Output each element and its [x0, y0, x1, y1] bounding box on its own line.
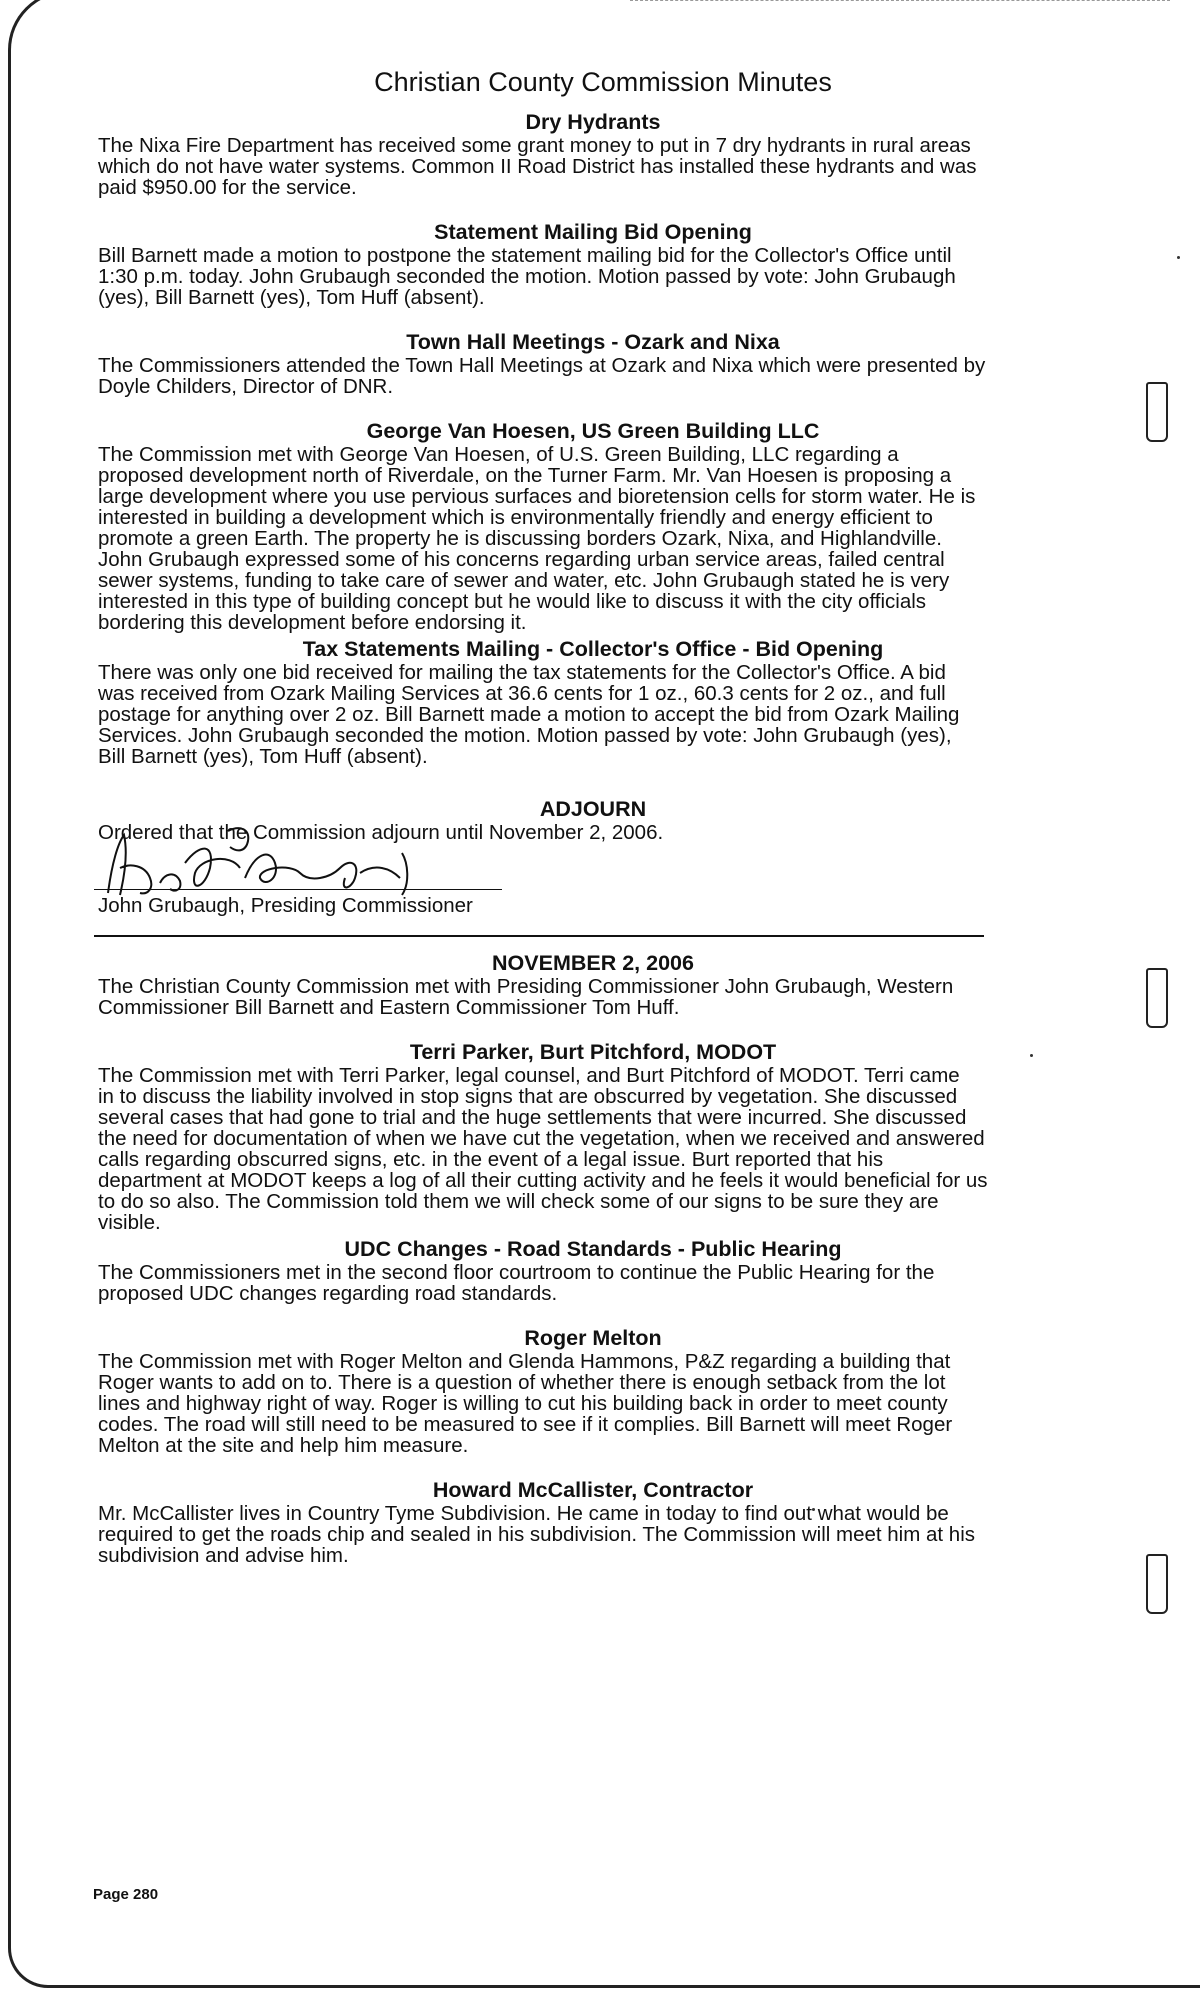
adjourn-heading: ADJOURN	[539, 797, 647, 821]
section-mccallister	[98, 1478, 1088, 1566]
section-november-date	[98, 951, 1088, 1018]
section-heading: Terri Parker, Burt Pitchford, MODOT	[409, 1040, 777, 1064]
section-body: The Commission met with Roger Melton and Glenda Hammons, P&Z regarding a building that Roger wants to add on to. There is a question of whether there is enough setback from the lot lines and highway right of way. Roger is willing to cut his building back in order to meet county codes. The road will still need to be measured to see if it complies. Bill Barnett will meet Roger Melton at the site and help him measure.	[98, 1350, 953, 1457]
section-body: The Nixa Fire Department has received some grant money to put in 7 dry hydrants in rural areas which do not have water systems. Common II Road District has installed these hydrants and was paid $950.00 for the service.	[98, 134, 977, 199]
page-number: Page 280	[93, 1886, 159, 1903]
adjourn-text: Ordered that the Commission adjourn until November 2, 2006.	[98, 821, 664, 844]
section-body: Bill Barnett made a motion to postpone the statement mailing bid for the Collector's Office until 1:30 p.m. today. John Grubaugh seconded the motion. Motion passed by vote: John Grubaugh (yes), Bill Barnett (yes), Tom Huff (absent).	[98, 244, 956, 309]
section-heading: Howard McCallister, Contractor	[432, 1478, 754, 1502]
document-title: Christian County Commission Minutes	[374, 67, 832, 97]
section-roger-melton	[98, 1326, 1088, 1456]
section-body: There was only one bid received for mailing the tax statements for the Collector's Office. A bid was received from Ozark Mailing Services at 36.6 cents for 1 oz., 60.3 cents for 2 oz., and full postage for anything over 2 oz. Bill Barnett made a motion to accept the bid from Ozark Mailing Services. John Grubaugh seconded the motion. Motion passed by vote: John Grubaugh (yes), Bill Barnett (yes), Tom Huff (absent).	[98, 661, 960, 768]
minutes-content	[98, 66, 1088, 1588]
binder-tab-mark	[1146, 382, 1168, 442]
section-body: The Commission met with George Van Hoesen, of U.S. Green Building, LLC regarding a proposed development north of Riverdale, on the Turner Farm. Mr. Van Hoesen is proposing a large development where you use pervious surfaces and bioretension cells for storm water. He is interested in building a development which is environmentally friendly and energy efficient to promote a green Earth. The property he is discussing borders Ozark, Nixa, and Highlandville. John Grubaugh expressed some of his concerns regarding urban service areas, failed central sewer systems, funding to take care of sewer and water, etc. John Grubaugh stated he is very interested in this type of building concept but he would like to discuss it with the city officials bordering this development before endorsing it.	[98, 443, 976, 634]
section-body: The Commission met with Terri Parker, legal counsel, and Burt Pitchford of MODOT. Terri came in to discuss the liability involved in stop signs that are obscurred by vegetation. She discussed several cases that had gone to trial and the huge settlements that were incurred. She discussed the need for documentation of when we have cut the vegetation, when we received and answered calls regarding obscurred signs, etc. in the event of a legal issue. Burt reported that his department at MODOT keeps a log of all their cutting activity and he feels it would beneficial for us to do so also. The Commission told them we will check some of our signs to be sure they are visible.	[98, 1064, 988, 1234]
section-heading: Town Hall Meetings - Ozark and Nixa	[406, 330, 780, 354]
section-body: Mr. McCallister lives in Country Tyme Subdivision. He came in today to find out what would be required to get the roads chip and sealed in his subdivision. The Commission will meet him at his subdivision and advise him.	[98, 1502, 976, 1567]
section-dry-hydrants	[98, 110, 1088, 198]
section-modot	[98, 1040, 1088, 1233]
binder-tab-mark	[1146, 1554, 1168, 1614]
section-body: The Commissioners met in the second floor courtroom to continue the Public Hearing for the proposed UDC changes regarding road standards.	[98, 1261, 935, 1305]
section-town-hall	[98, 330, 1088, 397]
section-tax-statements	[98, 637, 1088, 767]
adjourn-block	[98, 797, 1088, 923]
binder-tab-mark	[1146, 968, 1168, 1028]
scan-speck	[1177, 256, 1180, 259]
signature-line	[94, 889, 502, 890]
section-heading: UDC Changes - Road Standards - Public Hearing	[344, 1237, 842, 1261]
section-udc-changes	[98, 1237, 1088, 1304]
date-heading: NOVEMBER 2, 2006	[492, 951, 694, 975]
signature-caption: John Grubaugh, Presiding Commissioner	[98, 894, 473, 917]
section-heading: Statement Mailing Bid Opening	[434, 220, 752, 244]
section-heading: George Van Hoesen, US Green Building LLC	[366, 419, 820, 443]
section-divider	[94, 935, 984, 937]
section-body: The Christian County Commission met with Presiding Commissioner John Grubaugh, Western Commissioner Bill Barnett and Eastern Commissioner Tom Huff.	[98, 975, 954, 1019]
signature-area	[98, 843, 1088, 923]
section-van-hoesen	[98, 419, 1088, 633]
section-statement-mailing	[98, 220, 1088, 308]
section-body: The Commissioners attended the Town Hall Meetings at Ozark and Nixa which were presented by Doyle Childers, Director of DNR.	[98, 354, 986, 398]
section-heading: Dry Hydrants	[525, 110, 661, 134]
section-heading: Roger Melton	[524, 1326, 662, 1350]
scan-edge	[630, 0, 1170, 3]
section-heading: Tax Statements Mailing - Collector's Office - Bid Opening	[302, 637, 884, 661]
